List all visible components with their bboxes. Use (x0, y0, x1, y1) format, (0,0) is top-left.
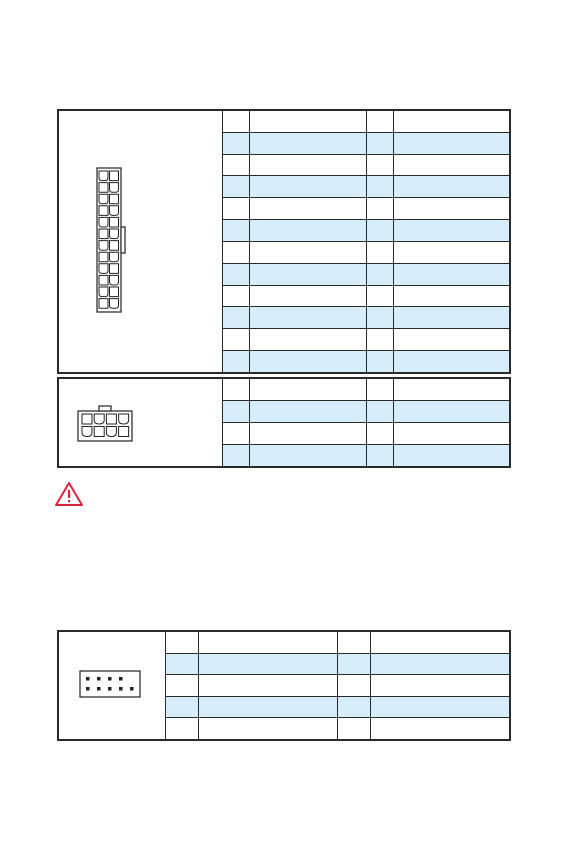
pin-number-cell (366, 351, 393, 372)
pin-number-cell (222, 264, 249, 285)
table-row (222, 379, 509, 401)
table-row (222, 401, 509, 423)
pin-number-cell (165, 675, 198, 696)
pin-number-cell (366, 445, 393, 466)
pin-number-cell (337, 675, 370, 696)
pin-number-cell (165, 718, 198, 739)
signal-name-cell (198, 654, 337, 675)
table-row (222, 351, 509, 372)
signal-name-cell (393, 307, 510, 328)
header-connector-panel (57, 630, 511, 741)
atx-power-connector-panel (57, 109, 511, 374)
signal-name-cell (249, 379, 366, 400)
table-row (222, 155, 509, 177)
pin-number-cell (366, 423, 393, 444)
table-row (165, 697, 509, 719)
table-row (222, 286, 509, 308)
pin-number-cell (366, 220, 393, 241)
signal-name-cell (249, 423, 366, 444)
pin-number-cell (222, 423, 249, 444)
table-row (222, 242, 509, 264)
signal-name-cell (249, 220, 366, 241)
signal-name-cell (393, 198, 510, 219)
pin-number-cell (222, 445, 249, 466)
pin-number-cell (222, 329, 249, 350)
pin-number-cell (337, 654, 370, 675)
pin-number-cell (366, 401, 393, 422)
table-row (165, 718, 509, 739)
signal-name-cell (370, 675, 509, 696)
signal-name-cell (393, 133, 510, 154)
pin-number-cell (222, 133, 249, 154)
header-pin-table (165, 632, 509, 739)
signal-name-cell (393, 329, 510, 350)
signal-name-cell (249, 155, 366, 176)
signal-name-cell (370, 654, 509, 675)
signal-name-cell (249, 242, 366, 263)
signal-name-cell (393, 401, 510, 422)
pin-number-cell (222, 379, 249, 400)
table-row (222, 133, 509, 155)
atx-24pin-connector-icon (96, 167, 126, 313)
signal-name-cell (249, 111, 366, 132)
signal-name-cell (198, 718, 337, 739)
signal-name-cell (249, 401, 366, 422)
pin-number-cell (337, 632, 370, 653)
pin-number-cell (366, 379, 393, 400)
10pin-header-icon (79, 670, 141, 698)
pin-number-cell (366, 111, 393, 132)
atx-pin-table (222, 111, 509, 372)
pin-number-cell (366, 133, 393, 154)
signal-name-cell (393, 220, 510, 241)
table-row (222, 264, 509, 286)
signal-name-cell (249, 286, 366, 307)
table-row (222, 307, 509, 329)
pin-number-cell (222, 307, 249, 328)
pin-number-cell (366, 307, 393, 328)
signal-name-cell (393, 242, 510, 263)
signal-name-cell (393, 176, 510, 197)
pin-number-cell (366, 242, 393, 263)
signal-name-cell (393, 379, 510, 400)
table-row (165, 675, 509, 697)
pin-number-cell (222, 220, 249, 241)
pin-number-cell (222, 351, 249, 372)
table-row (222, 329, 509, 351)
pin-number-cell (222, 401, 249, 422)
pin-number-cell (222, 111, 249, 132)
pin-number-cell (222, 198, 249, 219)
pin-number-cell (165, 697, 198, 718)
pin-number-cell (366, 286, 393, 307)
pin-number-cell (366, 198, 393, 219)
table-row (222, 198, 509, 220)
signal-name-cell (393, 286, 510, 307)
signal-name-cell (370, 697, 509, 718)
signal-name-cell (370, 718, 509, 739)
table-row (222, 445, 509, 466)
signal-name-cell (249, 176, 366, 197)
signal-name-cell (249, 264, 366, 285)
cpu-pin-table (222, 379, 509, 466)
signal-name-cell (393, 351, 510, 372)
pin-number-cell (366, 264, 393, 285)
pin-number-cell (222, 155, 249, 176)
signal-name-cell (249, 307, 366, 328)
signal-name-cell (249, 329, 366, 350)
pin-number-cell (366, 176, 393, 197)
signal-name-cell (249, 445, 366, 466)
signal-name-cell (393, 423, 510, 444)
signal-name-cell (393, 445, 510, 466)
signal-name-cell (198, 675, 337, 696)
signal-name-cell (393, 264, 510, 285)
pin-number-cell (366, 329, 393, 350)
cpu-power-connector-panel (57, 377, 511, 468)
warning-icon (54, 481, 84, 507)
signal-name-cell (393, 155, 510, 176)
table-row (222, 220, 509, 242)
signal-name-cell (370, 632, 509, 653)
pin-number-cell (165, 632, 198, 653)
table-row (222, 111, 509, 133)
cpu-8pin-connector-icon (75, 403, 135, 443)
pin-number-cell (366, 155, 393, 176)
pin-number-cell (222, 286, 249, 307)
signal-name-cell (198, 697, 337, 718)
pin-number-cell (337, 718, 370, 739)
pin-number-cell (165, 654, 198, 675)
signal-name-cell (198, 632, 337, 653)
signal-name-cell (249, 198, 366, 219)
pin-number-cell (222, 176, 249, 197)
table-row (165, 654, 509, 676)
signal-name-cell (393, 111, 510, 132)
signal-name-cell (249, 351, 366, 372)
table-row (165, 632, 509, 654)
pin-number-cell (337, 697, 370, 718)
signal-name-cell (249, 133, 366, 154)
pin-number-cell (222, 242, 249, 263)
table-row (222, 423, 509, 445)
table-row (222, 176, 509, 198)
